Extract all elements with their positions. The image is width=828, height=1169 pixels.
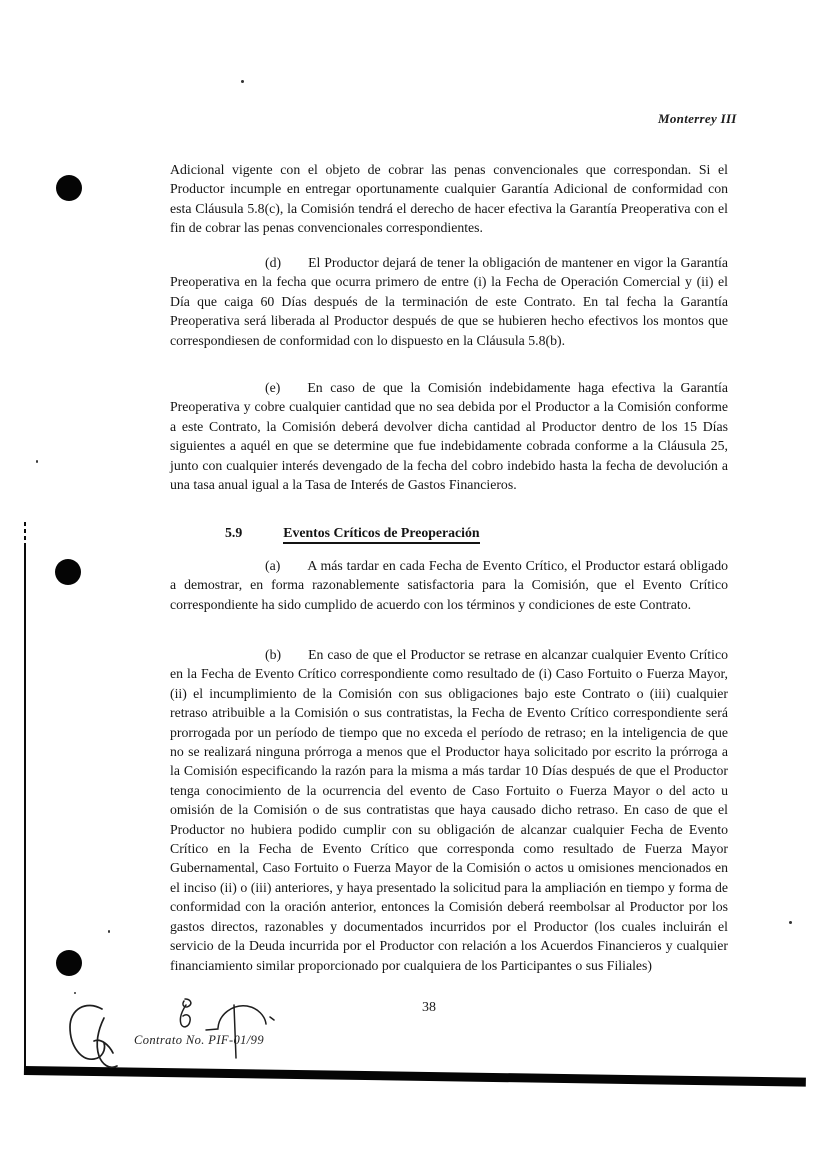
paragraph-b — [170, 645, 728, 975]
paragraph-text: A más tardar en cada Fecha de Evento Crítico, el Productor estará obligado a demostrar, en forma razonablemente satisfactoria para la Comisión, que el Evento Crítico correspondiente ha sido cumplido de acuerdo con los términos y condiciones de este Contrato. — [170, 558, 728, 612]
paragraph-text: En caso de que el Productor se retrase en alcanzar cualquier Evento Crítico en la Fecha de Evento Crítico correspondiente como resultado de (i) Caso Fortuito o Fuerza Mayor, (ii) el incumplimiento de la Comisión con sus obligaciones bajo este Contrato o (iii) cualquier retraso atribuible a la Comisión o sus contratistas, la Fecha de Evento Crítico correspondiente será prorrogada por un período de tiempo que no exceda el período de retraso; en la inteligencia de que no se realizará ninguna prórroga a menos que el Productor haya solicitado por escrito la prórroga a la Comisión especificando la razón para la misma a más tardar 10 Días después de que el Productor tenga conocimiento de la ocurrencia del evento de Caso Fortuito o Fuerza Mayor o del acto u omisión de la Comisión o de sus contratistas que haya causado dicho retraso. En caso de que el Productor no hubiera podido cumplir con su obligación de alcanzar cualquier Fecha de Evento Crítico en la Fecha de Evento Crítico que corresponda como resultado de Fuerza Mayor Gubernamental, Caso Fortuito o Fuerza Mayor de la Comisión o actos u omisiones mencionados en el inciso (ii) o (iii) anteriores, y haya presentado la solicitud para la ampliación en tiempo y forma de conformidad con la oración anterior, entonces la Comisión deberá reembolsar al Productor por los gastos directos, razonables y documentados incurridos por el Productor (los cuales incluirán el servicio de la Deuda incurrida por el Productor con relación a los Acuerdos Financieros y cualquier financiamiento similar proporcionado por cualquiera de los Participantes o sus Filiales) — [170, 647, 728, 973]
paragraph-label: (d) — [265, 255, 282, 270]
section-heading-5-9 — [170, 523, 728, 544]
paragraph-label: (a) — [265, 558, 281, 573]
paragraph-text: El Productor dejará de tener la obligación de mantener en vigor la Garantía Preoperativa en la fecha que ocurra primero de entre (i) la Fecha de Operación Comercial y (ii) el Día que caiga 60 Días después de la terminación de este Contrato. En tal fecha la Garantía Preoperativa será liberada al Productor después de que se hubieren hecho efectivos los montos que correspondiesen de conformidad con lo dispuesto en la Cláusula 5.8(b). — [170, 255, 728, 348]
paragraph-label: (e) — [265, 380, 281, 395]
paragraph-text: En caso de que la Comisión indebidamente haga efectiva la Garantía Preoperativa y cobre cualquier cantidad que no sea debida por el Productor a la Comisión conforme a este Contrato, la Comisión deberá devolver dicha cantidad al Productor dentro de los 15 Días siguientes a aquél en que se determine que fue indebidamente cobrada conforme a la Cláusula 25, junto con cualquier interés devengado de la fecha del cobro indebido hasta la fecha de devolución a una tasa anual igual a la Tasa de Interés de Gastos Financieros. — [170, 380, 728, 493]
hole-punch-dot — [55, 559, 81, 585]
scan-dust-speck — [108, 930, 110, 933]
section-title: Eventos Críticos de Preoperación — [283, 523, 479, 544]
scan-dust-speck — [74, 992, 76, 994]
document-title-header: Monterrey III — [658, 111, 737, 126]
page-number: 38 — [422, 1000, 436, 1015]
signature-mark — [70, 1005, 117, 1067]
paragraph-text: Adicional vigente con el objeto de cobrar las penas convencionales que correspondan. Si el Productor incumple en entregar oportunamente cualquier Garantía Adicional de conformidad con esta Cláusula 5.8(c), la Comisión tendrá el derecho de hacer efectiva la Garantía Preoperativa con el fin de cobrar las penas convencionales correspondientes. — [170, 162, 728, 236]
contract-number-footnote: Contrato No. PIF-01/99 — [134, 1033, 264, 1047]
hole-punch-dot — [56, 175, 82, 201]
section-number: 5.9 — [225, 525, 243, 540]
hole-punch-dot — [56, 950, 82, 976]
scan-dust-speck — [36, 460, 38, 463]
paragraph-a — [170, 556, 728, 614]
paragraph-d — [170, 253, 728, 350]
circled-check-mark — [206, 1005, 274, 1058]
scan-dust-speck — [789, 921, 792, 924]
scan-edge-bar — [24, 1066, 806, 1087]
scan-edge-line-dashed — [24, 522, 26, 540]
scan-edge-line — [24, 543, 26, 1072]
paragraph-intro-continuation — [170, 160, 728, 238]
paragraph-e — [170, 378, 728, 494]
scan-dust-speck — [241, 80, 244, 83]
paragraph-label: (b) — [265, 647, 282, 662]
initial-mark — [180, 999, 190, 1027]
